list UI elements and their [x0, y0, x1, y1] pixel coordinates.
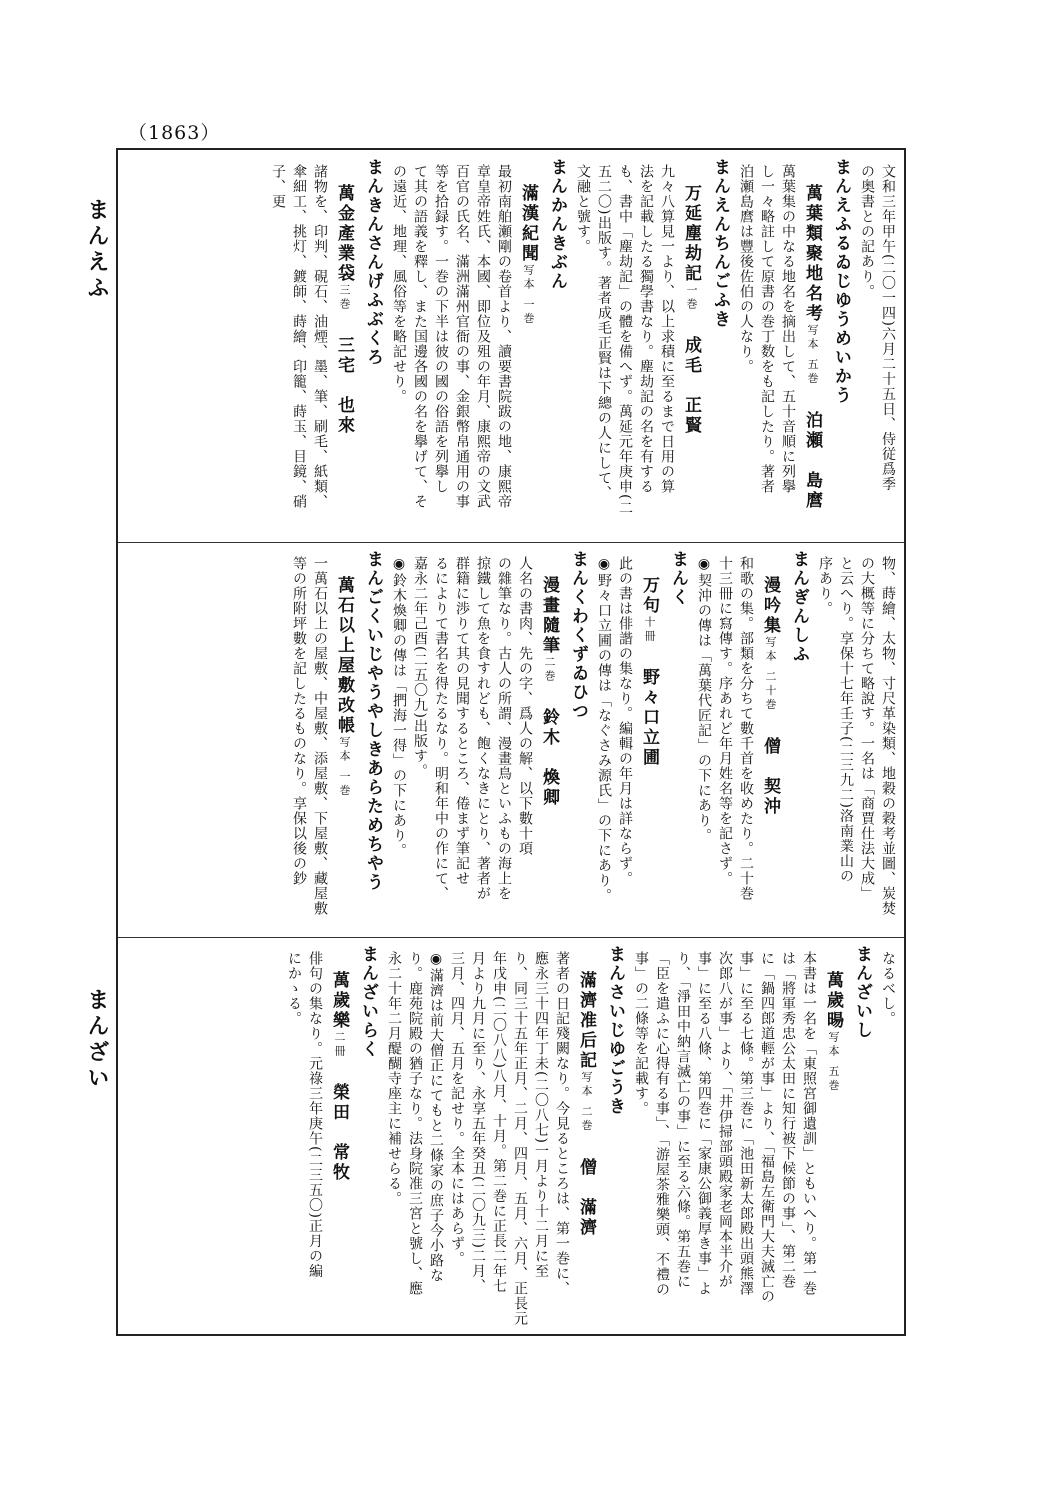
entry-title: 漫畫隨筆 [539, 576, 559, 656]
text-line: の遠近、地理、風俗等を略記せり。 [391, 164, 407, 404]
text-line: り。鹿苑院殿の猶子なり。法身院准三宮と號し、應 [407, 951, 423, 1296]
entry-reading-heading: まんくわくずゐひつ [568, 550, 588, 721]
entry-title-line [535, 550, 563, 930]
text-line: し一々略註して原書の巻丁数をも記したり。著者 [759, 164, 775, 494]
entry-author: 僧 滿濟 [576, 1157, 596, 1238]
text-line: なるべし。 [880, 951, 896, 1026]
entry-volumes: 写本 五巻 [827, 1031, 840, 1094]
text-line: 等の所附坪數を記したるものなり。享保以後の鈔 [291, 556, 307, 886]
side-label-manzai: まんざい [84, 988, 110, 1092]
text-line: 文和三年甲午(二〇一四)六月二十五日、侍従爲季 [880, 164, 896, 492]
text-line: 五二〇)出版す。著者成毛正賢は下總の人にして、 [596, 164, 612, 501]
entry-author: 僧 契沖 [760, 736, 780, 817]
entry-title-line [325, 945, 353, 1330]
entry-title-line [330, 158, 358, 536]
text-line: 群籍に渉りて其の見聞するところ、倦まず筆記せ [454, 556, 470, 886]
entry-volumes: 二冊 [333, 1031, 346, 1059]
text-line: 萬葉集の中なる地名を摘出して、五十音順に列擧 [780, 164, 796, 494]
text-line: 著者の日記殘闕なり。今見るところは、第一巻に、 [554, 951, 570, 1296]
entry-title: 萬歲暘 [823, 971, 843, 1031]
entry-volumes: 一巻 [685, 284, 698, 312]
entry-reading-heading: まんきんさんげふぶくろ [363, 158, 383, 367]
entry-title: 萬金產業袋 [334, 184, 354, 284]
text-line: は「將軍秀忠公太田に知行被下候節の事」、第二巻 [780, 951, 796, 1289]
text-line: の雜筆なり。古人の所謂、漫畫鳥といふもの海上を [496, 556, 512, 901]
entry-title-line [677, 158, 705, 536]
entry-reading-heading: まんえんちんごふき [710, 158, 730, 329]
page-number: （1863） [128, 122, 221, 144]
entry-title: 漫吟集 [760, 576, 780, 636]
text-line: の奥書との記あり。 [859, 164, 875, 299]
text-line: にかゝる。 [286, 951, 302, 1026]
entry-author: 鈴木 煥卿 [539, 708, 559, 808]
entry-title: 滿漢紀聞 [518, 184, 538, 264]
text-line: 應永三十四年丁未(二〇八七)一月より十二月に至 [533, 951, 549, 1279]
text-line: 俳句の集なり。元祿三年庚午(二三五〇)正月の編 [307, 951, 323, 1279]
text-line: 事」の二條等を記載す。 [633, 951, 649, 1116]
entry-volumes: 三巻 [338, 284, 351, 312]
entry-title: 萬葉類聚地名考 [802, 184, 822, 324]
entry-volumes: 写本 二巻 [580, 1071, 593, 1134]
entry-title: 萬石以上屋敷改帳 [334, 576, 354, 736]
text-line: 嘉永二年己酉(二五〇九)出版す。 [412, 556, 428, 779]
text-line: 事」に至る七條。第三巻に「池田新太郎殿出頭熊澤 [738, 951, 754, 1296]
text-line: 掠鐵して魚を食すれども、飽くなきにとり、著者が [475, 556, 491, 901]
text-line: ◉野々口立圃の傳は「なぐさみ源氏」の下にあり。 [596, 556, 612, 903]
text-line: 文融と號す。 [575, 164, 591, 254]
entry-title: 滿濟准后記 [576, 971, 596, 1071]
text-line: の大概等に分ちて略說す。一名は「商賈仕法大成」 [859, 556, 875, 901]
text-line: 物、蒔繪、太物、寸尺革染類、地穀の穀考並圖、炭焚 [880, 556, 896, 916]
entry-volumes: 写本 二十巻 [764, 636, 777, 713]
entry-reading-heading: まんく [668, 550, 688, 607]
entry-volumes: 写本 一巻 [338, 736, 351, 799]
text-line: るによりて書名を得たるなり。明和年中の作にて、 [433, 556, 449, 901]
text-line: 百官の氏名、滿洲滿州官衙の事、金銀幣帛通用の事 [454, 164, 470, 509]
entry-title-line [756, 550, 784, 930]
text-line: 傘細工、挑灯、鍍師、蒔繪、印籠、蒔玉、目鏡、硝子、更 [270, 164, 307, 509]
text-line: と云へり。享保十七年壬子(二三九二)洛南業山の [838, 556, 854, 884]
text-line: 等を拾録す。一巻の下半は彼の國の俗語を列擧し [433, 164, 449, 494]
entry-reading-heading: まんぎんしふ [789, 550, 809, 664]
text-line: 本書は一名を「東照宮御遺訓」ともいへり。第一巻 [801, 951, 817, 1296]
entry-title-line [514, 158, 542, 536]
text-line: も、書中「塵劫記」の體を備へず。萬延元年庚申(二 [617, 164, 633, 516]
entry-title: 万句 [639, 576, 659, 616]
section-text [126, 550, 898, 930]
section-bottom [126, 945, 898, 1330]
section-divider [118, 937, 904, 938]
text-line: 次郎八が事」より、「井伊掃部頭殿家老岡本半介が [717, 951, 733, 1289]
entry-author: 野々口立圃 [639, 668, 659, 768]
text-line: て其の語義を釋し、また国邊各國の名を擧げて、そ [412, 164, 428, 509]
text-line: 月より九月に至り、永享五年癸丑(二〇九三)二月、 [470, 951, 486, 1294]
section-text [126, 158, 898, 536]
entry-reading-heading: まんさいじゆごうき [605, 945, 625, 1116]
section-top [126, 158, 898, 536]
text-line: 法を記載したる獨學書なり。塵劫記の名を有する [638, 164, 654, 494]
entry-title-line [798, 158, 826, 536]
entry-volumes: 二巻 [543, 656, 556, 684]
entry-author: 三宅 也來 [334, 336, 354, 436]
text-line: 事」に至る八條、第四巻に「家康公御義厚き事」よ [696, 951, 712, 1296]
text-line: 泊瀬島麿は豐後佐伯の人なり。 [738, 164, 754, 374]
text-line: 十三冊に寫傳す。序あれど年月姓名等を記さず。 [717, 556, 733, 886]
text-line: 最初南舶瀬剛の卷首より、讀要書院跋の地、康熙帝 [496, 164, 512, 509]
text-line: 章皇帝姓氏、本國、即位及殂の年月、康熙帝の文武 [475, 164, 491, 509]
text-line: 年戊申(二〇八八)八月、十月。第二巻に正長二年七 [491, 951, 507, 1294]
text-line: 三月、四月、五月を記せり。全本にはあらず。 [449, 951, 465, 1266]
entry-author: 成毛 正賢 [681, 336, 701, 436]
section-text [126, 945, 898, 1330]
entry-volumes: 十冊 [643, 616, 656, 644]
text-line: に「鍋四郎道輕が事」より、「福島左衛門大夫滅亡の [759, 951, 775, 1304]
entry-reading-heading: まんかんきぶん [547, 158, 567, 291]
text-line: り、同三十五年正月、二月、四月、五月、六月、正長元 [512, 951, 528, 1326]
text-line: 永二十年二月醍醐寺座主に補せらる。 [386, 951, 402, 1206]
side-label-manefu: まんえふ [84, 198, 110, 302]
text-line: 和歌の集。部類を分ちて數千首を收めたり。二十巻 [738, 556, 754, 901]
section-divider [118, 542, 904, 543]
text-line: ◉鈴木煥卿の傳は「捫海一得」の下にあり。 [391, 556, 407, 858]
text-line: 一萬石以上の屋敷、中屋敷、添屋敷、下屋敷、藏屋敷 [312, 556, 328, 916]
entry-title: 万延塵劫記 [681, 184, 701, 284]
entry-reading-heading: まんえふるゐじゆうめいかう [831, 158, 851, 405]
text-line: 「臣を遣ふに心得有る事」、「游屋茶雅樂頭、不禮の [654, 951, 670, 1297]
entry-title: 萬歲樂 [329, 971, 349, 1031]
entry-volumes: 写本 五巻 [806, 324, 819, 387]
text-line: り、「淨田中納言滅亡の事」に至る六條。第五巻に [675, 951, 691, 1289]
entry-title-line [819, 945, 847, 1330]
text-line: ◉契沖の傳は「萬葉代匠記」の下にあり。 [696, 556, 712, 843]
entry-reading-heading: まんざいらく [358, 945, 378, 1059]
page-frame [116, 148, 906, 1336]
section-middle [126, 550, 898, 930]
text-line: 諸物を、印判、硯石、油煙、墨、筆、刷毛、紙類、 [312, 164, 328, 509]
text-line: 此の書は俳諧の集なり。編輯の年月は詳ならず。 [617, 556, 633, 886]
entry-title-line [572, 945, 600, 1330]
entry-reading-heading: まんごくいじやうやしきあらためちやう [363, 550, 383, 892]
entry-title-line [330, 550, 358, 930]
text-line: 序あり。 [817, 556, 833, 616]
entry-title-line [635, 550, 663, 930]
entry-author: 榮田 常牧 [329, 1083, 349, 1183]
entry-author: 泊瀬 島麿 [802, 410, 822, 511]
entry-reading-heading: まんざいし [852, 945, 872, 1040]
text-line: ◉滿濟は前大僧正にてもと二條家の庶子今小路な [428, 951, 444, 1283]
text-line: 九々八算見一より、以上求積に至るまで日用の算 [659, 164, 675, 494]
entry-volumes: 写本 一巻 [522, 264, 535, 327]
text-line: 人名の書肉、先の字、爲人の解、以下數十項 [517, 556, 533, 856]
